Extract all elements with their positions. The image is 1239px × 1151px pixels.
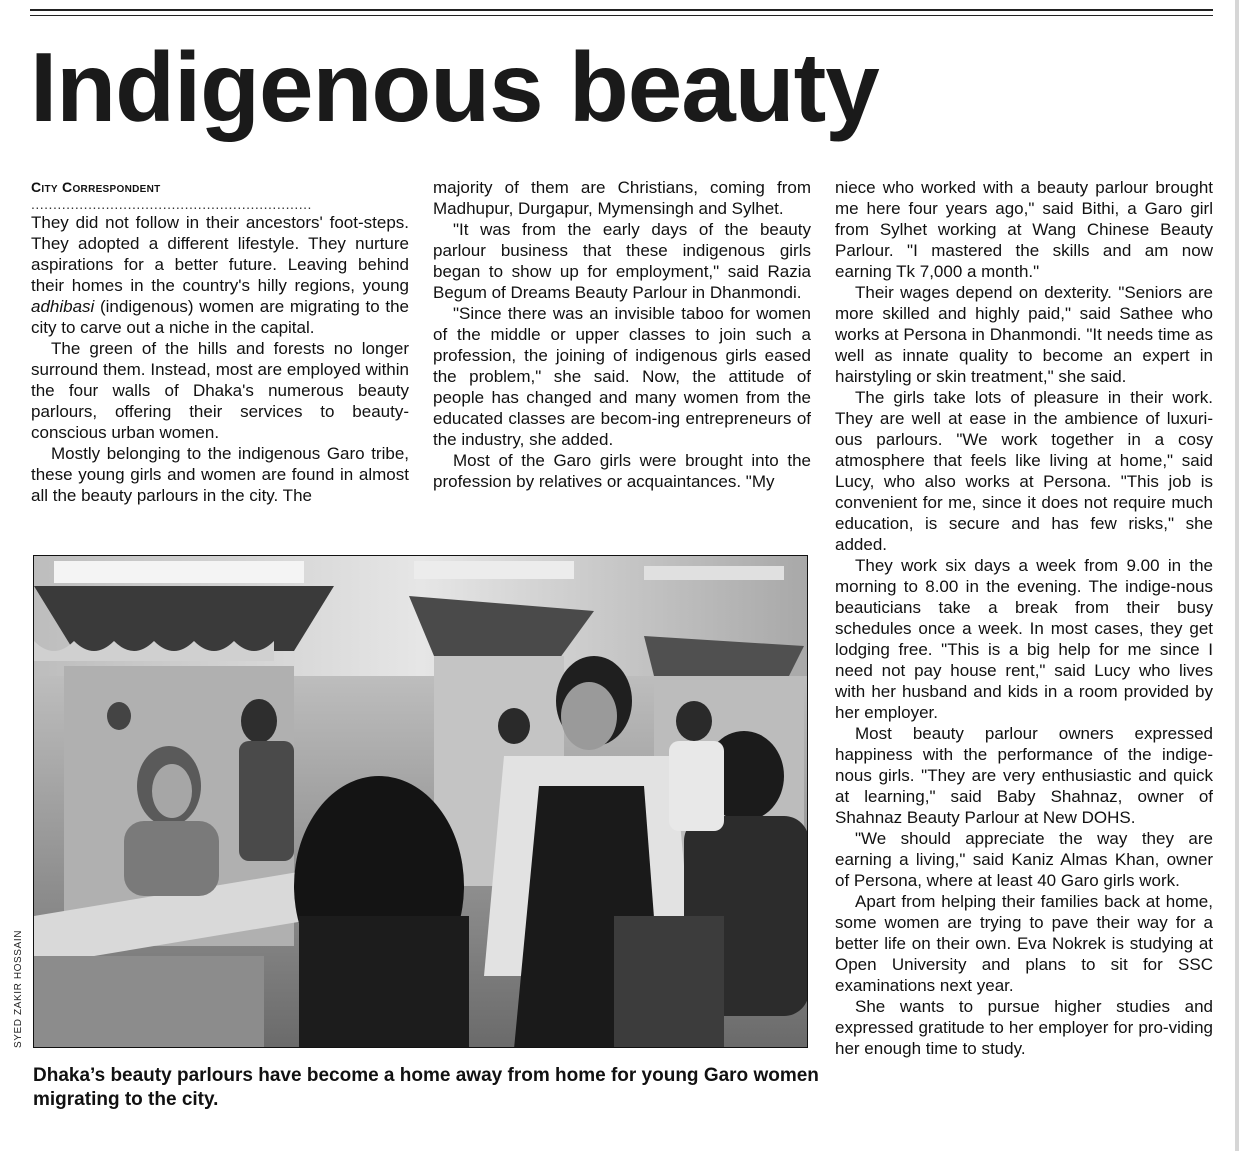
paragraph [31,212,409,338]
byline [31,177,409,198]
paragraph: majority of them are Christians, coming from Madhupur, Durgapur, Mymensingh and Sylhet. [433,178,811,218]
paragraph-text: (indigenous) women are migrating to the city to carve out a niche in the capital. [31,297,409,337]
paragraph: The girls take lots of pleasure in their work. They are well at ease in the ambience of luxuri-ous parlours. "We work together in a cosy atmosphere that feels like living at home," said Lucy, who also works at Persona. "This job is convenient for me, since it does not require much education, is secure and has few risks," she added. [835,388,1213,554]
article-column-3 [835,177,1213,1059]
byline-divider: ................................................................ [31,198,312,212]
paragraph: niece who worked with a beauty parlour brought me here four years ago," said Bithi, a Garo girl from Sylhet working at Wang Chinese Beauty Parlour. "I mastered the skills and am now earning Tk 7,000 a month." [835,178,1213,281]
paragraph: "Since there was an invisible taboo for women of the middle or upper classes to join such a profession, the joining of indigenous girls eased the problem," she said. Now, the attitude of people has changed and many women from the educated classes are becom-ing entrepreneurs of the industry, she added. [433,304,811,449]
paragraph: Mostly belonging to the indigenous Garo tribe, these young girls and women are found in almost all the beauty parlours in the city. The [31,444,409,505]
article-column-2 [433,177,811,492]
byline-text: City Correspondent [31,179,161,195]
paragraph: They work six days a week from 9.00 in the morning to 8.00 in the evening. The indige-nous beauticians take a break from their busy schedules once a week. In most cases, they get lodging free. "This is a big help for me since I need not pay house rent," said Lucy who lives with her husband and kids in a room provided by her employer. [835,556,1213,722]
photo-caption: Dhaka’s beauty parlours have become a home away from home for young Garo women migrating to the city. [33,1065,819,1110]
paragraph: The green of the hills and forests no longer surround them. Instead, most are employed within the four walls of Dhaka's numerous beauty parlours, offering their services to beauty-conscious urban women. [31,339,409,442]
top-rule [30,9,1213,11]
paragraph: Their wages depend on dexterity. "Seniors are more skilled and highly paid," said Sathee who works at Persona in Dhanmondi. "It needs time as well as innate quality to become an expert in hairstyling or skin treatment," she said. [835,283,1213,386]
photo-credit: SYED ZAKIR HOSSAIN [13,929,24,1048]
italic-term: adhibasi [31,297,95,316]
paragraph: Most of the Garo girls were brought into the profession by relatives or acquaintances. "My [433,451,811,491]
paragraph: "We should appreciate the way they are earning a living," said Kaniz Almas Khan, owner of Persona, where at least 40 Garo girls work. [835,829,1213,890]
paragraph-text: They did not follow in their ancestors' foot-steps. They adopted a different lifestyle. They nurture aspirations for a better future. Leaving behind their homes in the country's hilly regions, young [31,213,409,295]
top-rule-thin [30,15,1213,16]
headline: Indigenous beauty [30,32,879,142]
paragraph: Most beauty parlour owners expressed happiness with the performance of the indige-nous girls. "They are very enthusiastic and quick at learning," said Baby Shahnaz, owner of Shahnaz Beauty Parlour at New DOHS. [835,724,1213,827]
article-column-1 [31,177,409,506]
paragraph: Apart from helping their families back at home, some women are trying to pave their way for a better life on their own. Eva Nokrek is studying at Open University and plans to sit for SSC examinations next year. [835,892,1213,995]
page-edge [1235,0,1239,1151]
paragraph: "It was from the early days of the beauty parlour business that these indigenous girls began to show up for employment," said Razia Begum of Dreams Beauty Parlour in Dhanmondi. [433,220,811,302]
news-photo [33,555,808,1048]
paragraph: She wants to pursue higher studies and expressed gratitude to her employer for pro-viding her enough time to study. [835,997,1213,1058]
beauty-parlour-photo [34,556,808,1048]
